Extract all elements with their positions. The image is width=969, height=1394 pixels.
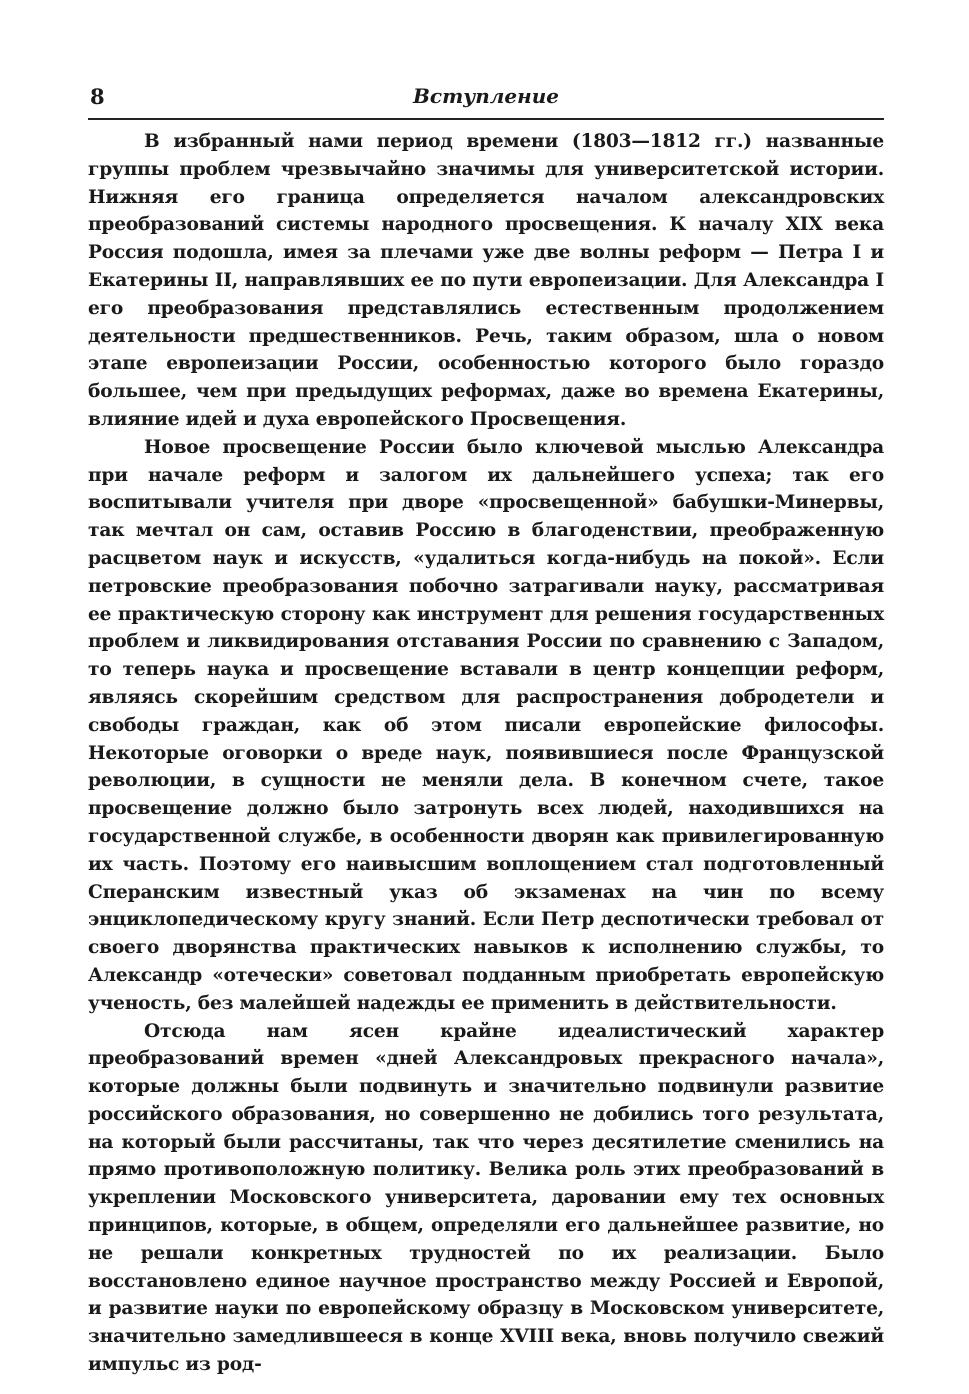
book-page bbox=[88, 78, 884, 1379]
body-text bbox=[88, 128, 884, 1379]
paragraph-1: В избранный нами период времени (1803—1812 гг.) названные группы проблем чрезвычайно значимы для университетской истории. Нижняя его граница определяется началом александровских преобразований системы народного просвещения. К началу XIX века Россия подошла, имея за плечами уже две волны реформ — Петра I и Екатерины II, направлявших ее по пути европеизации. Для Александра I его преобразования представлялись естественным продолжением деятельности предшественников. Речь, таким образом, шла о новом этапе европеизации России, особенностью которого было гораздо большее, чем при предыдущих реформах, даже во времена Екатерины, влияние идей и духа европейского Просвещения. bbox=[88, 131, 884, 430]
running-header bbox=[88, 78, 884, 120]
paragraph-2: Новое просвещение России было ключевой мыслью Александра при начале реформ и залогом их дальнейшего успеха; так его воспитывали учителя при дворе «просвещенной» бабушки-Минервы, так мечтал он сам, оставив Россию в благоденствии, преображенную расцветом наук и искусств, «удалиться когда-нибудь на покой». Если петровские преобразования побочно затрагивали науку, рассматривая ее практическую сторону как инструмент для решения государственных проблем и ликвидирования отставания России по сравнению с Западом, то теперь наука и просвещение вставали в центр концепции реформ, являясь скорейшим средством для распространения добродетели и свободы граждан, как об этом писали европейские философы. Некоторые оговорки о вреде наук, появившиеся после Французской революции, в сущности не меняли дела. В конечном счете, такое просвещение должно было затронуть всех людей, находившихся на государственной службе, в особенности дворян как привилегированную их часть. Поэтому его наивысшим воплощением стал подготовленный Сперанским известный указ об экзаменах на чин по всему энциклопедическому кругу знаний. Если Петр деспотически требовал от своего дворянства практических навыков к исполнению службы, то Александр «отечески» советовал подданным приобретать европейскую ученость, без малейшей надежды ее применить в действительности. bbox=[88, 436, 884, 1014]
section-title: Вступление bbox=[413, 84, 559, 108]
page-number: 8 bbox=[90, 84, 105, 109]
paragraph-3: Отсюда нам ясен крайне идеалистический характер преобразований времен «дней Александровых прекрасного начала», которые должны были подвинуть и значительно подвинули развитие российского образования, но совершенно не добились того результата, на который были рассчитаны, так что через десятилетие сменились на прямо противоположную политику. Велика роль этих преобразований в укреплении Московского университета, даровании ему тех основных принципов, которые, в общем, определяли его дальнейшее развитие, но не решали конкретных трудностей по их реализации. Было восстановлено единое научное пространство между Россией и Европой, и развитие науки по европейскому образцу в Московском университете, значительно замедлившееся в конце XVIII века, вновь получило свежий импульс из род- bbox=[88, 1020, 884, 1376]
